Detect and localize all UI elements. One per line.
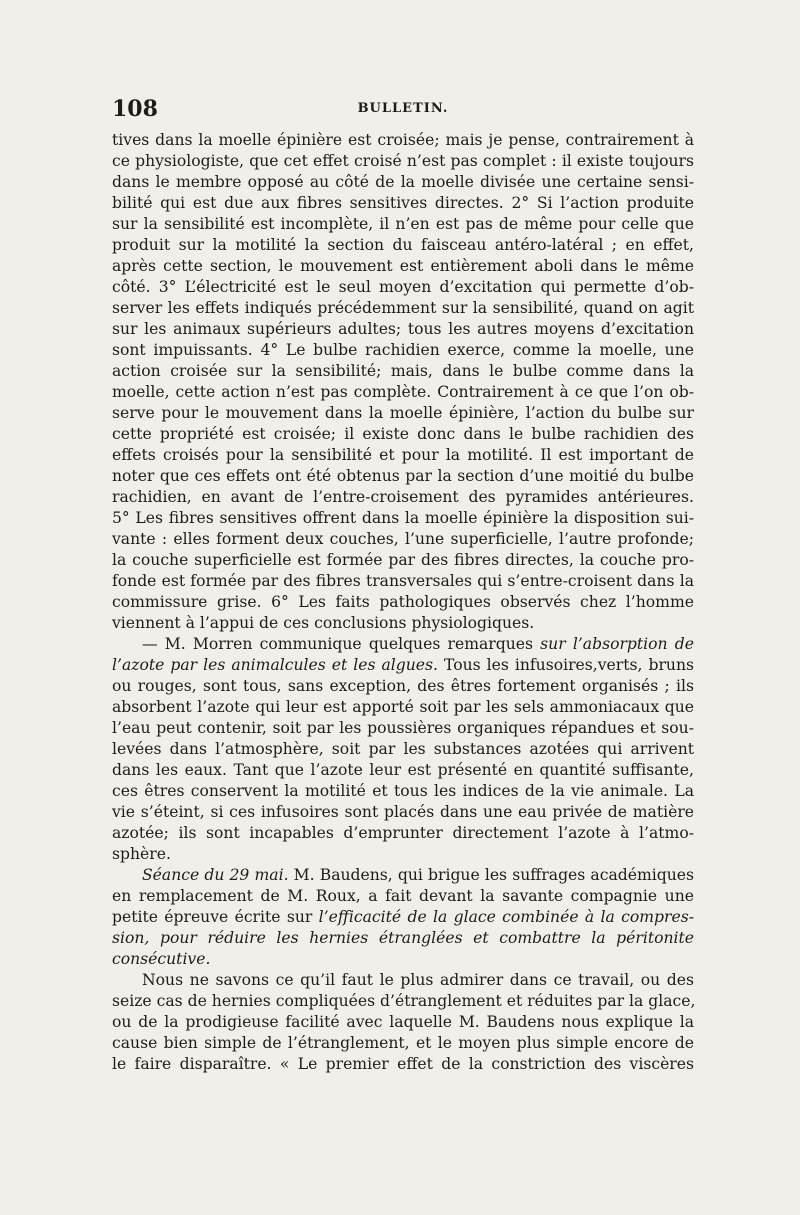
text-line: dans le membre opposé au côté de la moelle divisée une certaine sensi-	[112, 173, 694, 191]
text-line: ce physiologiste, que cet effet croisé n’est pas complet : il existe toujours	[112, 152, 694, 170]
text-line: azotée; ils sont incapables d’emprunter directement l’azote à l’atmo-	[112, 824, 694, 842]
text-line: ou rouges, sont tous, sans exception, des êtres fortement organisés ; ils	[112, 677, 694, 695]
text-line: sphère.	[112, 845, 171, 863]
text-line: levées dans l’atmosphère, soit par les substances azotées qui arrivent	[112, 740, 694, 758]
text-line: 5° Les fibres sensitives offrent dans la moelle épinière la disposition sui-	[112, 509, 694, 527]
text-line: côté. 3° L’électricité est le seul moyen d’excitation qui permette d’ob-	[112, 278, 694, 296]
text-line: cause bien simple de l’étranglement, et le moyen plus simple encore de	[112, 1034, 694, 1052]
text-line: commissure grise. 6° Les faits pathologiques observés chez l’homme	[112, 593, 694, 611]
text-line: tives dans la moelle épinière est croisée; mais je pense, contrairement à	[112, 131, 694, 149]
text-line: fonde est formée par des fibres transversales qui s’entre-croisent dans la	[112, 572, 694, 590]
text-line: vante : elles forment deux couches, l’une superficielle, l’autre profonde;	[112, 530, 694, 548]
text-segment: — M. Morren communique quelques remarques	[142, 635, 541, 653]
text-line: seize cas de hernies compliquées d’étranglement et réduites par la glace,	[112, 992, 696, 1010]
text-line: Nous ne savons ce qu’il faut le plus admirer dans ce travail, ou des	[142, 971, 694, 989]
text-line: produit sur la motilité la section du faisceau antéro-latéral ; en effet,	[112, 236, 694, 254]
running-head: BULLETIN.	[357, 101, 449, 116]
text-line: cette propriété est croisée; il existe donc dans le bulbe rachidien des	[112, 425, 694, 443]
italic-title-segment: sur l’absorption de	[540, 635, 694, 653]
text-line: en remplacement de M. Roux, a fait devant la savante compagnie une	[112, 887, 694, 905]
body-text	[112, 130, 694, 1075]
text-line: sont impuissants. 4° Le bulbe rachidien exerce, comme la moelle, une	[112, 341, 694, 359]
session-date: Séance du 29 mai.	[142, 866, 289, 884]
text-line: après cette section, le mouvement est entièrement aboli dans le même	[112, 257, 694, 275]
text-line	[112, 907, 694, 928]
text-line: le faire disparaître. « Le premier effet de la constriction des viscères	[112, 1055, 694, 1073]
text-line: action croisée sur la sensibilité; mais, dans le bulbe comme dans la	[112, 362, 694, 380]
text-segment: Tous les infusoires,verts, bruns	[437, 656, 694, 674]
text-segment: M. Baudens, qui brigue les suffrages académiques	[288, 866, 694, 884]
text-segment: petite épreuve écrite sur	[112, 908, 319, 926]
page-header	[112, 96, 694, 124]
text-line: sur les animaux supérieurs adultes; tous les autres moyens d’excitation	[112, 320, 694, 338]
text-line: ces êtres conservent la motilité et tous les indices de la vie animale. La	[112, 782, 694, 800]
text-line: sion, pour réduire les hernies étranglées et combattre la péritonite	[112, 929, 694, 947]
paragraph-morren	[112, 634, 694, 865]
page-number: 108	[112, 96, 158, 122]
text-line: l’eau peut contenir, soit par les poussières organiques répandues et sou-	[112, 719, 694, 737]
text-line: sur la sensibilité est incomplète, il n’en est pas de même pour celle que	[112, 215, 694, 233]
text-line: consécutive.	[112, 950, 211, 968]
text-line: noter que ces effets ont été obtenus par la section d’une moitié du bulbe	[112, 467, 694, 485]
text-line: moelle, cette action n’est pas complète. Contrairement à ce que l’on ob-	[112, 383, 694, 401]
paragraph-physiology	[112, 130, 694, 634]
text-line: server les effets indiqués précédemment sur la sensibilité, quand on agit	[112, 299, 694, 317]
morren-lines	[112, 676, 694, 865]
text-line: dans les eaux. Tant que l’azote leur est présenté en quantité suffisante,	[112, 761, 694, 779]
text-line: viennent à l’appui de ces conclusions physiologiques.	[112, 614, 535, 632]
italic-title-segment: l’azote par les animalcules et les algues.	[112, 656, 438, 674]
text-line: serve pour le mouvement dans la moelle épinière, l’action du bulbe sur	[112, 404, 694, 422]
italic-title-segment: l’efficacité de la glace combinée à la compres-	[318, 908, 694, 926]
text-line: la couche superficielle est formée par des fibres directes, la couche pro-	[112, 551, 694, 569]
text-line: absorbent l’azote qui leur est apporté soit par les sels ammoniacaux que	[112, 698, 694, 716]
text-line: effets croisés pour la sensibilité et pour la motilité. Il est important de	[112, 446, 694, 464]
text-line	[112, 865, 694, 886]
paragraph-seance	[112, 865, 694, 970]
text-line: vie s’éteint, si ces infusoires sont placés dans une eau privée de matière	[112, 803, 694, 821]
text-line	[112, 634, 694, 655]
text-line: bilité qui est due aux fibres sensitives directes. 2° Si l’action produite	[112, 194, 694, 212]
text-line	[112, 655, 694, 676]
paragraph-commentary	[112, 970, 694, 1075]
text-line: rachidien, en avant de l’entre-croisement des pyramides antérieures.	[112, 488, 694, 506]
text-line: ou de la prodigieuse facilité avec laquelle M. Baudens nous explique la	[112, 1013, 694, 1031]
